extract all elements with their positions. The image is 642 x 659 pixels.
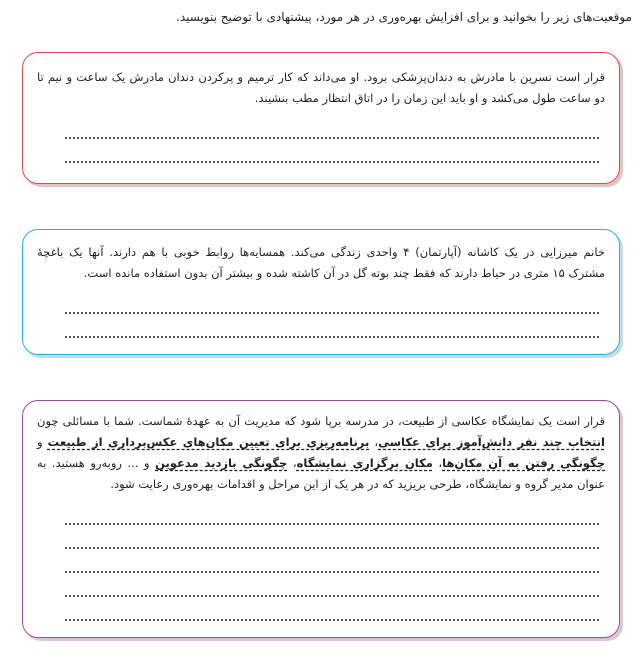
highlight-guests: چگونگی بازدید مدعوین: [155, 456, 288, 470]
case-text-2: خانم میرزایی در یک کاشانه (آپارتمان) ۴ واحدی زندگی می‌کند. همسایه‌ها روابط خوبی با هم دارند. آنها یک باغچهٔ مشترک ۱۵ متری در حیاط دارند که فقط چند بوته گل در آن کاشته شده و بیشتر آن بدون استفاده مانده است.: [37, 245, 605, 280]
answer-line[interactable]: [65, 290, 599, 314]
case-text-3-end: و ... روبه‌رو هستید. به عنوان مدیر گروه و نمایشگاه، طرحی بریزید که در هر یک از این مراحل و اقدامات بهره‌وری رعایت شود.: [37, 456, 605, 491]
highlight-travel: چگونگی رفتن به آن مکان‌ها: [442, 456, 605, 470]
answer-lines-2: [37, 290, 605, 338]
separator: ،: [432, 456, 443, 470]
answer-line[interactable]: [65, 573, 599, 597]
answer-line[interactable]: [65, 139, 599, 163]
case-text-3-start: قرار است یک نمایشگاه عکاسی از طبیعت، در مدرسه برپا شود که مدیریت آن به عهدهٔ شماست. شما با مسائلی چون: [37, 414, 605, 428]
separator: ،: [369, 435, 379, 449]
separator: و: [37, 435, 48, 449]
instructions: موقعیت‌های زیر را بخوانید و برای افزایش بهره‌وری در هر مورد، پیشنهادی با توضیح بنویسید.: [176, 10, 632, 24]
separator: ،: [287, 456, 297, 470]
highlight-venue: مکان برگزاری نمایشگاه: [296, 456, 433, 470]
highlight-select-students: انتخاب چند نفر دانش‌آموز برای عکاسی: [378, 435, 605, 449]
answer-line[interactable]: [65, 314, 599, 338]
answer-line[interactable]: [65, 501, 599, 525]
case-box-3: [22, 400, 620, 638]
answer-lines-3: [37, 501, 605, 621]
answer-lines-1: [37, 115, 605, 163]
case-text-3: [37, 411, 605, 495]
case-box-2: [22, 229, 620, 355]
answer-line[interactable]: [65, 597, 599, 621]
answer-line[interactable]: [65, 525, 599, 549]
case-box-1: [22, 52, 620, 184]
case-text-1: قرار است نسرین با مادرش به دندان‌پزشکی برود. او می‌داند که کار ترمیم و پرکردن دندان مادرش یک ساعت و نیم تا دو ساعت طول می‌کشد و او باید این زمان را در اتاق انتظار مطب بنشیند.: [37, 70, 605, 105]
highlight-plan-locations: برنامه‌ریزی برای تعیین مکان‌های عکس‌برداری از طبیعت: [47, 435, 370, 449]
answer-line[interactable]: [65, 549, 599, 573]
answer-line[interactable]: [65, 115, 599, 139]
